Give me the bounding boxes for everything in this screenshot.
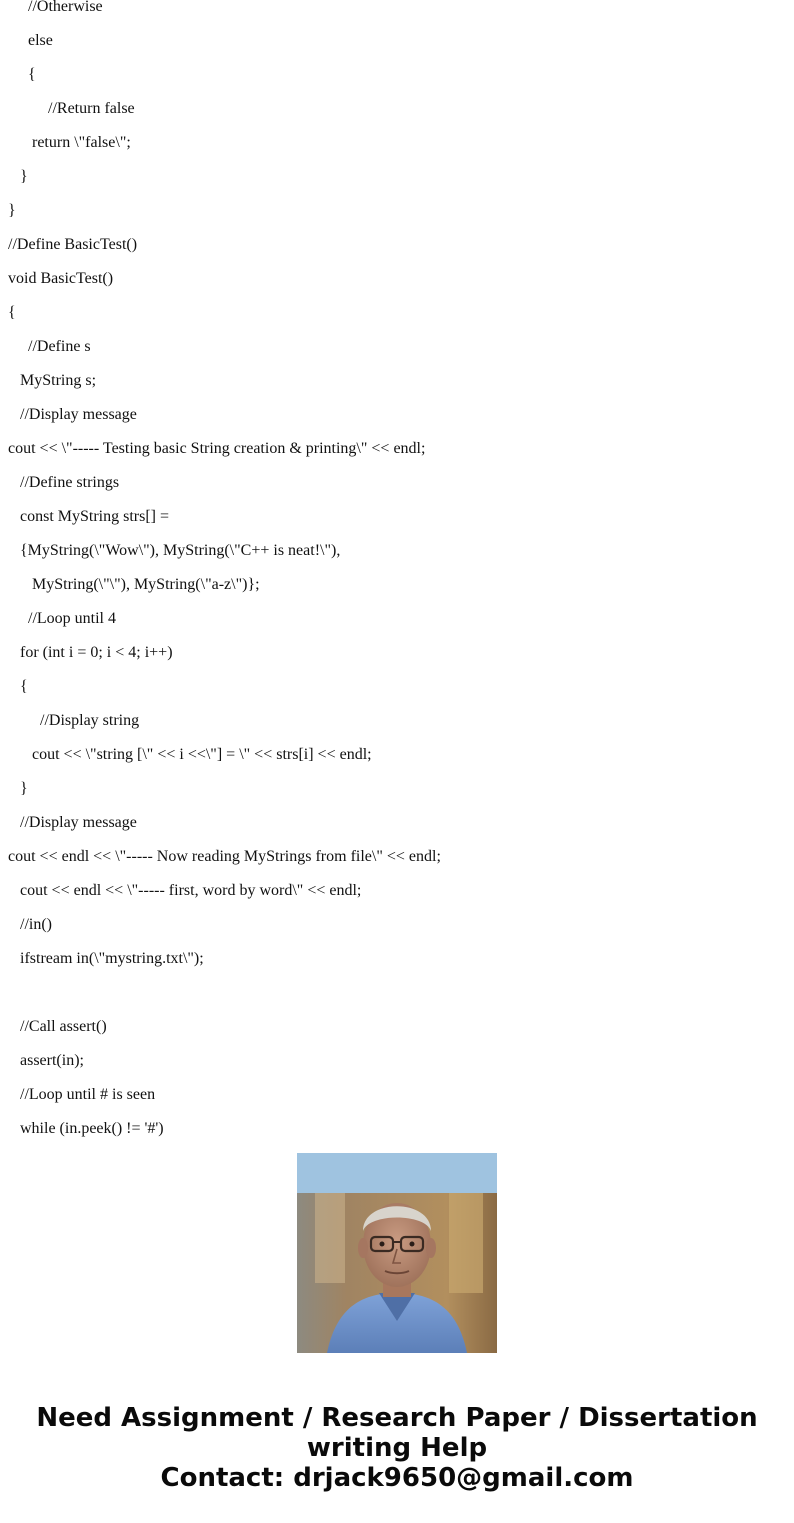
code-line: cout << endl << \"----- Now reading MyStrings from file\" << endl;: [8, 848, 441, 865]
code-line: ifstream in(\"mystring.txt\");: [20, 950, 204, 967]
code-line: cout << endl << \"----- first, word by word\" << endl;: [20, 882, 362, 899]
code-line: //Call assert(): [20, 1018, 107, 1035]
code-line: //Loop until # is seen: [20, 1086, 156, 1103]
code-line: //Otherwise: [28, 0, 103, 15]
promo-contact: Contact: drjack9650@gmail.com: [160, 1463, 634, 1493]
code-line: {: [20, 678, 28, 695]
person-portrait-icon: [297, 1153, 497, 1353]
code-line: {: [28, 66, 36, 83]
code-line: while (in.peek() != '#'): [20, 1120, 164, 1137]
code-line: }: [20, 168, 28, 185]
promo-line-1: Need Assignment / Research Paper / Dissertation: [36, 1403, 758, 1433]
code-line: {MyString(\"Wow\"), MyString(\"C++ is neat!\"),: [20, 542, 341, 559]
code-line: //Define BasicTest(): [8, 236, 138, 253]
code-line: void BasicTest(): [8, 270, 114, 287]
code-line: else: [28, 32, 53, 49]
code-line: assert(in);: [20, 1052, 84, 1069]
author-avatar: [297, 1153, 497, 1353]
code-line: //in(): [20, 916, 52, 933]
code-line: MyString s;: [20, 372, 97, 389]
code-line: cout << \"----- Testing basic String creation & printing\" << endl;: [8, 440, 426, 457]
code-line: cout << \"string [\" << i <<\"] = \" << strs[i] << endl;: [32, 746, 372, 763]
code-line: }: [20, 780, 28, 797]
code-line: //Display string: [40, 712, 140, 729]
code-line: //Display message: [20, 406, 137, 423]
code-line: //Define strings: [20, 474, 120, 491]
code-line: //Return false: [48, 100, 135, 117]
code-line: for (int i = 0; i < 4; i++): [20, 644, 173, 661]
code-line: const MyString strs[] =: [20, 508, 170, 525]
code-line: }: [8, 202, 16, 219]
promo-line-2: writing Help: [306, 1433, 488, 1463]
code-line: //Loop until 4: [28, 610, 116, 627]
code-line: //Display message: [20, 814, 137, 831]
code-line: MyString(\"\"), MyString(\"a-z\")};: [32, 576, 260, 593]
code-line: {: [8, 304, 16, 321]
code-line: return \"false\";: [32, 134, 131, 151]
promo-banner: [0, 1403, 794, 1493]
code-line: //Define s: [28, 338, 91, 355]
